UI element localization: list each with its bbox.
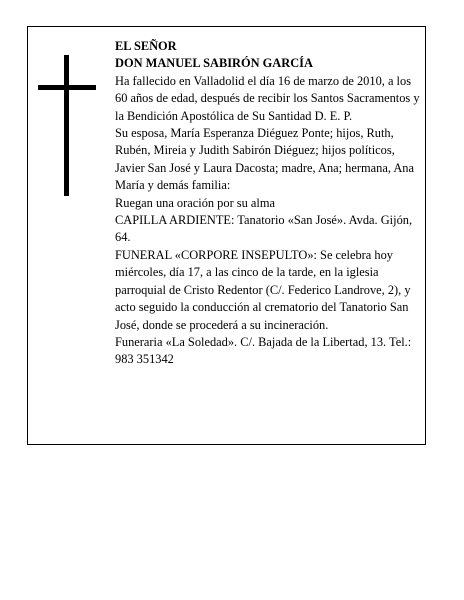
- chapel-info: CAPILLA ARDIENTE: Tanatorio «San José». Avda. Gijón, 64.: [115, 213, 413, 245]
- funeral-home-info: Funeraria «La Soledad». C/. Bajada de la Libertad, 13. Tel.: 983 351342: [115, 334, 412, 367]
- cross-icon: [64, 55, 69, 196]
- deceased-title: EL SEÑOR: [115, 39, 177, 53]
- family-paragraph: Su esposa, María Esperanza Diéguez Ponte; hijos, Ruth, Rubén, Mireia y Judith Sabirón Diéguez; hijos políticos, Javier San José y Laura Dacosta; madre, Ana; hermana, Ana María y demás familia:: [115, 126, 414, 193]
- funeral-info: FUNERAL «CORPORE INSEPULTO»: Se celebra hoy miércoles, día 17, a las cinco de la tarde, en la iglesia parroquial de Cristo Redentor (C/. Federico Landrove, 2), y acto seguido la conducción al crematorio del Tanatorio San José, donde se procederá a su incineración.: [115, 247, 411, 332]
- prayer-request: Ruegan una oración por su alma: [115, 195, 275, 210]
- passing-paragraph: Ha fallecido en Valladolid el día 16 de marzo de 2010, a los 60 años de edad, después de recibir los Santos Sacramentos y la Bendición Apostólica de Su Santidad D. E. P.: [115, 73, 420, 123]
- cross-icon-crossbar: [38, 85, 96, 90]
- deceased-name: DON MANUEL SABIRÓN GARCÍA: [115, 56, 313, 71]
- obituary-text: [115, 38, 425, 369]
